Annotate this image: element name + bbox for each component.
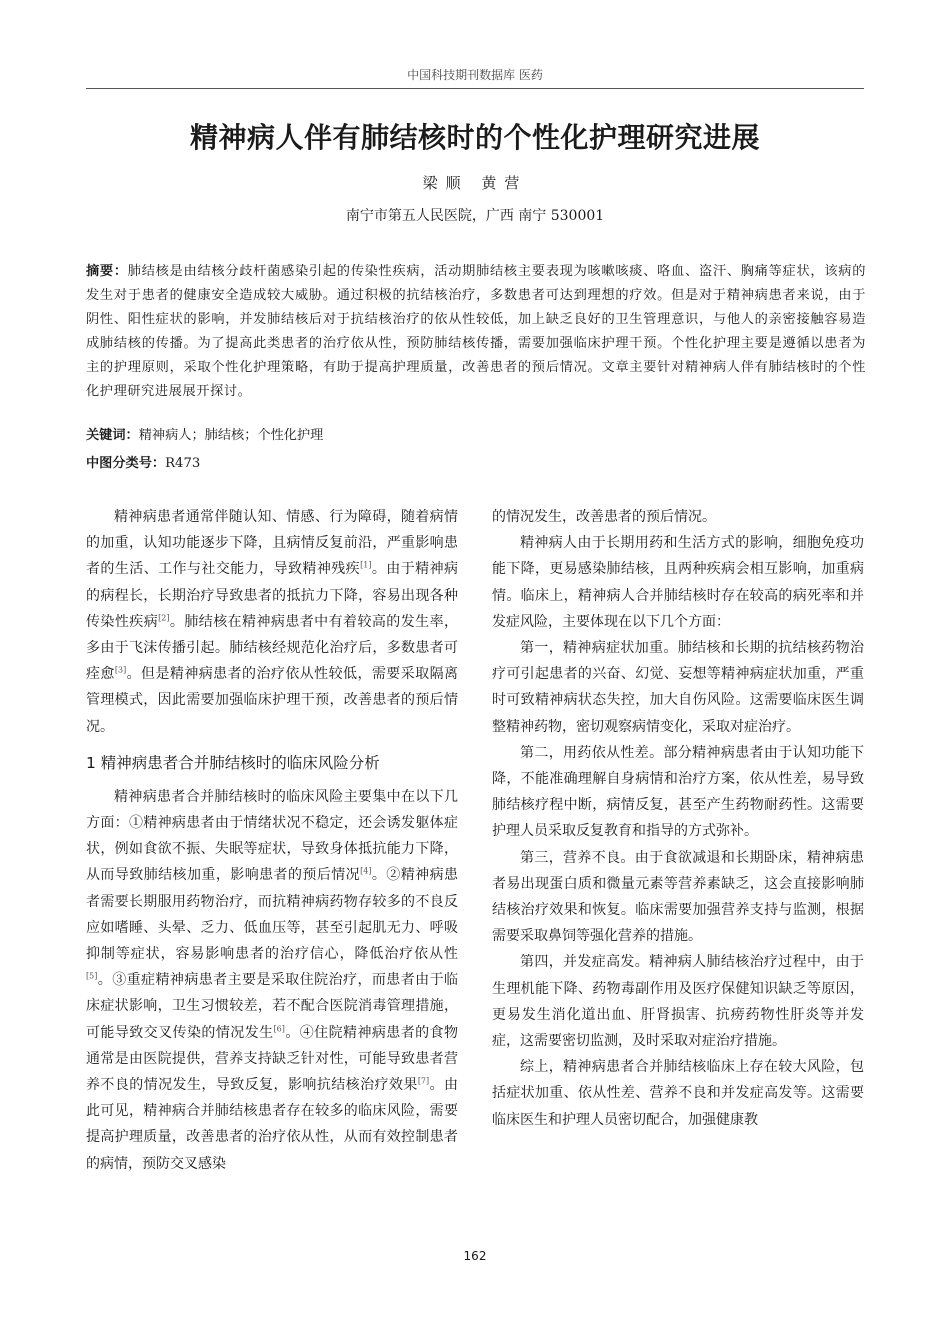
citation: [2] [158, 613, 170, 623]
citation: [7] [417, 1076, 430, 1086]
running-header [86, 64, 864, 89]
citation: [3] [114, 665, 127, 675]
article-title: 精神病人伴有肺结核时的个性化护理研究进展 [189, 121, 760, 154]
citation: [4] [360, 866, 372, 876]
abstract-text: 肺结核是由结核分歧杆菌感染引起的传染性疾病，活动期肺结核主要表现为咳嗽咳痰、咯血、盗汗、胸痛等症状，该病的发生对于患者的健康安全造成较大威胁。通过积极的抗结核治疗，多数患者可达到理想的疗效。但是对于精神病患者来说，由于阴性、阳性症状的影响，并发肺结核后对于抗结核治疗的依从性较低，加上缺乏良好的卫生管理意识，与他人的亲密接触容易造成肺结核的传播。为了提高此类患者的治疗依从性，预防肺结核传播，需要加强临床护理干预。个性化护理主要是遵循以患者为主的护理原则，采取个性化护理策略，有助于提高护理质量，改善患者的预后情况。文章主要针对精神病人伴有肺结核时的个性化护理研究进展展开探讨。 [86, 264, 866, 399]
continued-paragraph: 的情况发生，改善患者的预后情况。 [492, 509, 716, 525]
citation: [1] [360, 560, 372, 570]
body-paragraph: 第二，用药依从性差。部分精神病患者由于认知功能下降，不能准确理解自身病情和治疗方案，依从性差，易导致肺结核疗程中断，病情反复，甚至产生药物耐药性。这需要护理人员采取反复教育和指导的方式弥补。 [492, 744, 864, 840]
body-paragraph: 第三，营养不良。由于食欲减退和长期卧床，精神病患者易出现蛋白质和微量元素等营养素缺乏，这会直接影响肺结核治疗效果和恢复。临床需要加强营养支持与监测，根据需要采取鼻饲等强化营养的措施。 [492, 849, 864, 945]
affiliation: 南宁市第五人民医院，广西 南宁 530001 [345, 208, 605, 224]
section-1-paragraph: 精神病患者合并肺结核时的临床风险主要集中在以下几方面：①精神病患者由于情绪状况不稳定，还会诱发躯体症状，例如食欲不振、失眠等症状，导致身体抵抗能力下降，从而导致肺结核加重，影响患者的预后情况[4]。②精神病患者需要长期服用药物治疗，而抗精神病药物存较多的不良反应如嗜睡、头晕、乏力、低血压等，甚至引起肌无力、呼吸抑制等症状，容易影响患者的治疗信心，降低治疗依从性[5]。③重症精神病患者主要是采取住院治疗，而患者由于临床症状影响，卫生习惯较差，若不配合医院消毒管理措施，可能导致交叉传染的情况发生[6]。④住院精神病患者的食物通常是由医院提供，营养支持缺乏针对性，可能导致患者营养不良的情况发生，导致反复，影响抗结核治疗效果[7]。由此可见，精神病合并肺结核患者存在较多的临床风险，需要提高护理质量，改善患者的治疗依从性，从而有效控制患者的病情，预防交叉感染 [86, 788, 459, 1172]
classification-label: 中图分类号： [86, 456, 166, 471]
citation: [6] [273, 1024, 285, 1033]
classification [86, 452, 200, 471]
keywords-text: 精神病人；肺结核；个性化护理 [138, 428, 324, 443]
classification-text: R473 [165, 456, 201, 471]
abstract-label: 摘要： [86, 264, 128, 279]
abstract [86, 260, 866, 404]
page-number: 162 [463, 1249, 487, 1263]
section-heading: 1 精神病患者合并肺结核时的临床风险分析 [86, 753, 380, 772]
body-paragraph: 精神病人由于长期用药和生活方式的影响，细胞免疫功能下降，更易感染肺结核，且两种疾病会相互影响，加重病情。临床上，精神病人合并肺结核时存在较高的病死率和并发症风险，主要体现在以下几个方面： [492, 535, 864, 630]
keywords-label: 关键词： [86, 428, 139, 443]
keywords [86, 424, 323, 443]
intro-paragraph: 精神病患者通常伴随认知、情感、行为障碍，随着病情的加重，认知功能逐步下降，且病情反复前沿，严重影响患者的生活、工作与社交能力，导致精神残疾[1]。由于精神病的病程长，长期治疗导致患者的抵抗力下降，容易出现各种传染性疾病[2]。肺结核在精神病患者中有着较高的发生率，多由于飞沫传播引起。肺结核经规范化治疗后，多数患者可痊愈[3]。但是精神病患者的治疗依从性较低，需要采取隔离管理模式，因此需要加强临床护理干预，改善患者的预后情况。 [86, 509, 459, 735]
authors: 梁顺 黄营 [422, 174, 528, 192]
citation: [5] [86, 971, 98, 981]
body-paragraph: 第一，精神病症状加重。肺结核和长期的抗结核药物治疗可引起患者的兴奋、幻觉、妄想等精神病症状加重，严重时可致精神病状态失控，加大自伤风险。这需要临床医生调整精神药物，密切观察病情变化，采取对症治疗。 [492, 640, 864, 735]
body-paragraph: 第四，并发症高发。精神病人肺结核治疗过程中，由于生理机能下降、药物毒副作用及医疗保健知识缺乏等原因，更易发生消化道出血、肝肾损害、抗痨药物性肝炎等并发症，这需要密切监测，及时采取对症治疗措施。 [492, 954, 864, 1050]
journal-name: 中国科技期刊数据库 医药 [407, 68, 543, 82]
right-column [492, 504, 864, 1133]
left-column [86, 504, 458, 1177]
body-paragraph: 综上，精神病患者合并肺结核临床上存在较大风险，包括症状加重、依从性差、营养不良和并发症高发等。这需要临床医生和护理人员密切配合，加强健康教 [492, 1059, 864, 1128]
